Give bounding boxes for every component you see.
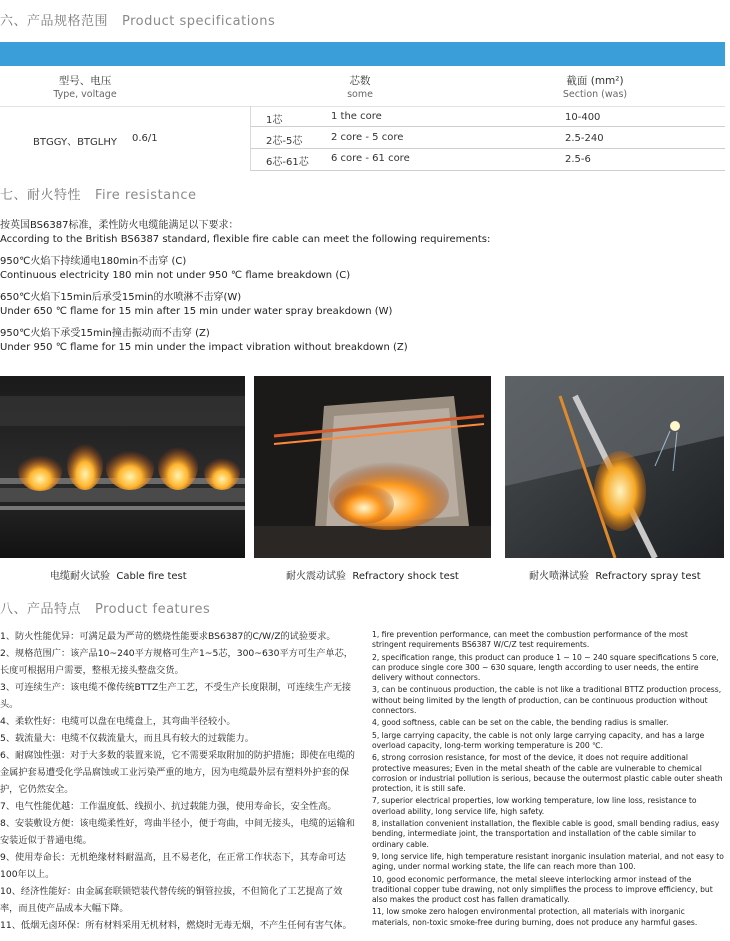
cell-cores-cn: 6芯-61芯 xyxy=(266,157,309,168)
section-title-en: Fire resistance xyxy=(95,188,197,203)
fire-requirement: According to the British BS6387 standard, flexible fire cable can meet the following requirements: xyxy=(0,234,491,245)
feature-item: 8、安装敷设方便：该电缆柔性好，弯曲半径小，便于弯曲，中间无接头，电缆的运输和安装近似于普通电缆。 xyxy=(0,818,355,846)
section-title-cn: 六、产品规格范围 xyxy=(0,14,109,29)
section-title-en: Product specifications xyxy=(122,14,276,29)
table-divider xyxy=(250,106,251,170)
refractory-spray-test-photo xyxy=(505,376,724,558)
fire-requirement: Continuous electricity 180 min not under 950 ℃ flame breakdown (C) xyxy=(0,270,351,281)
cell-cores-en: 2 core - 5 core xyxy=(331,132,404,143)
header-type-en: Type, voltage xyxy=(53,89,117,100)
section-title-cn: 八、产品特点 xyxy=(0,602,82,617)
caption-cn: 耐火喷淋试验 xyxy=(529,571,589,582)
caption-en: Cable fire test xyxy=(116,571,187,582)
section-title-cn: 七、耐火特性 xyxy=(0,188,82,203)
photo-caption xyxy=(50,567,187,582)
cell-cores-en: 1 the core xyxy=(331,111,382,122)
feature-item-en: 8, installation convenient installation, the flexible cable is good, small bending radius, easy bending, intermediate joint, the transportation and installation of the cable similar to ordinary cable. xyxy=(372,819,720,849)
photo-caption xyxy=(529,567,701,582)
feature-item-en: 1, fire prevention performance, can meet the combustion performance of the most stringent requirements BS6387 W/C/Z test requirements. xyxy=(372,630,688,650)
section-title-fire xyxy=(0,184,197,203)
header-section xyxy=(535,74,655,102)
table-divider xyxy=(250,126,725,127)
feature-item: 3、可连续生产：该电缆不像传统BTTZ生产工艺，不受生产长度限制，可连续生产无接头。 xyxy=(0,682,352,710)
feature-item-en: 11, low smoke zero halogen environmental protection, all materials with inorganic materials, non-toxic smoke-free during burning, does not produce any harmful gases. xyxy=(372,907,698,927)
refractory-shock-test-photo xyxy=(254,376,491,558)
header-cores-cn: 芯数 xyxy=(349,75,371,87)
feature-item-en: 10, good economic performance, the metal sleeve interlocking armor instead of the traditional copper tube drawing, not only simplifies the process to improve efficiency, but also makes the product cost has fallen dramatically. xyxy=(372,874,713,905)
feature-item: 6、耐腐蚀性强：对于大多数的装置来说，它不需要采取附加的防护措施；即使在电缆的金属护套易遭受化学品腐蚀或工业污染严重的地方，因为电缆最外层有塑料外护套的保护，它仍然安全。 xyxy=(0,750,355,795)
feature-item: 10、经济性能好：由金属套联锁铠装代替传统的铜管拉拔，不但简化了工艺提高了效率，而且使产品成本大幅下降。 xyxy=(0,886,343,914)
table-divider xyxy=(250,148,725,149)
cable-fire-test-photo xyxy=(0,376,245,558)
cell-cores-en: 6 core - 61 core xyxy=(331,153,410,164)
header-type-cn: 型号、电压 xyxy=(58,75,112,87)
cell-type: BTGGY、BTGLHY xyxy=(33,137,117,148)
features-cn-list xyxy=(0,628,360,934)
caption-cn: 电缆耐火试验 xyxy=(50,571,110,582)
cell-section: 2.5-6 xyxy=(565,154,591,165)
table-header-band xyxy=(0,42,725,66)
table-divider xyxy=(250,170,725,171)
feature-item: 2、规格范围广：该产品10~240平方规格可生产1~5芯，300~630平方可生产单芯，长度可根据用户需要，整根无接头整盘交货。 xyxy=(0,648,353,676)
header-type-voltage xyxy=(30,74,140,102)
feature-item-en: 5, large carrying capacity, the cable is not only large carrying capacity, and has a large overload capacity, long-term working temperature is 200 ℃. xyxy=(372,730,705,750)
fire-requirement: Under 950 ℃ flame for 15 min under the impact vibration without breakdown (Z) xyxy=(0,342,408,353)
photo-caption xyxy=(286,567,459,582)
caption-cn: 耐火震动试验 xyxy=(286,571,346,582)
fire-requirement: Under 650 ℃ flame for 15 min after 15 min under water spray breakdown (W) xyxy=(0,306,393,317)
header-section-cn: 截面 (mm²) xyxy=(566,75,624,87)
caption-en: Refractory spray test xyxy=(595,571,701,582)
feature-item-en: 6, strong corrosion resistance, for most of the device, it does not require additional protective measures; Even in the metal sheath of the cable are vulnerable to chemical corrosion or industrial pollution is serious, because the outermost plastic cable outer sheath protection, it is still safe. xyxy=(372,753,723,794)
feature-item-en: 9, long service life, high temperature resistant inorganic insulation material, and not easy to aging, under normal working state, the life can reach more than 100. xyxy=(372,851,724,872)
feature-item-en: 3, can be continuous production, the cable is not like a traditional BTTZ production process, without being limited by the length of production, can be continuous production without connectors. xyxy=(372,685,722,716)
feature-item: 5、载流量大：电缆不仅载流量大，而且具有较大的过载能力。 xyxy=(0,733,254,744)
cell-cores-cn: 2芯-5芯 xyxy=(266,136,303,147)
header-cores xyxy=(300,74,420,102)
cell-section: 2.5-240 xyxy=(565,133,604,144)
feature-item: 7、电气性能优越：工作温度低、线损小、抗过载能力强，使用寿命长，安全性高。 xyxy=(0,801,337,812)
section-title-en: Product features xyxy=(95,602,211,617)
feature-item: 1、防火性能优异：可满足最为严苛的燃烧性能要求BS6387的C/W/Z的试验要求。 xyxy=(0,631,336,642)
caption-en: Refractory shock test xyxy=(352,571,459,582)
feature-item-en: 7, superior electrical properties, low working temperature, low line loss, resistance to overload ability, long service life, high safety. xyxy=(372,796,697,816)
feature-item-en: 4, good softness, cable can be set on the cable, the bending radius is smaller. xyxy=(372,718,669,728)
fire-requirement: 950℃火焰下持续通电180min不击穿 (C) xyxy=(0,256,187,267)
feature-item: 9、使用寿命长：无机绝缘材料耐温高，且不易老化，在正常工作状态下，其寿命可达100年以上。 xyxy=(0,852,346,880)
section-title-features xyxy=(0,598,210,617)
section-title-specs xyxy=(0,10,275,29)
feature-item: 4、柔软性好：电缆可以盘在电缆盘上，其弯曲半径较小。 xyxy=(0,716,236,727)
header-cores-en: some xyxy=(347,89,373,100)
feature-item: 11、低烟无卤环保：所有材料采用无机材料，燃烧时无毒无烟，不产生任何有害气体。 xyxy=(0,920,352,931)
fire-requirement: 650℃火焰下15min后承受15min的水喷淋不击穿(W) xyxy=(0,292,242,303)
fire-requirement: 950℃火焰下承受15min撞击振动而不击穿 (Z) xyxy=(0,328,210,339)
cell-cores-cn: 1芯 xyxy=(266,115,283,126)
table-divider xyxy=(0,106,725,107)
cell-voltage: 0.6/1 xyxy=(132,133,158,144)
cell-section: 10-400 xyxy=(565,112,601,123)
fire-requirement: 按英国BS6387标准，柔性防火电缆能满足以下要求： xyxy=(0,220,239,231)
header-section-en: Section (was) xyxy=(562,89,628,100)
features-en-list xyxy=(372,630,724,930)
feature-item-en: 2, specification range, this product can produce 1 ~ 10 ~ 240 square specifications 5 core, can produce single core 300 ~ 630 square, length according to user needs, the entire delivery without connectors. xyxy=(372,652,719,683)
